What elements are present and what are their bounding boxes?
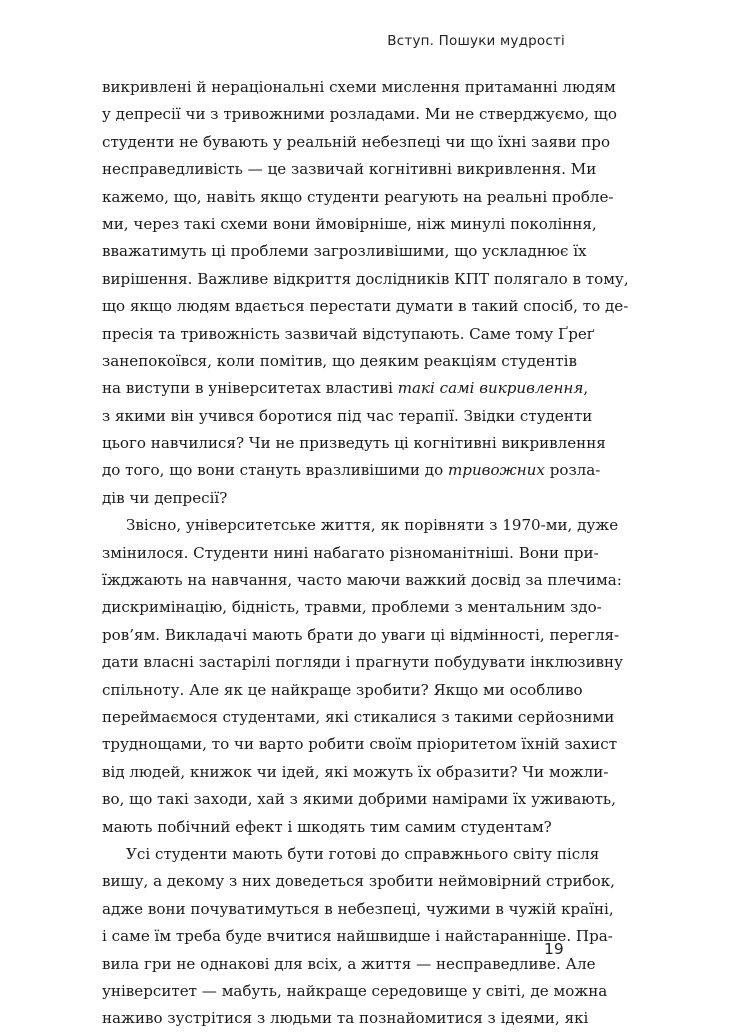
italic-emphasis: такі самі викривлення — [397, 379, 584, 398]
text-line: вважатимуть ці проблеми загрозливішими, що ускладнює їх — [102, 242, 587, 261]
text-line: ров’ям. Викладачі мають брати до уваги ці відмінності, перегля- — [102, 625, 620, 644]
paragraph-1 — [102, 74, 629, 512]
text-line: Усі студенти мають бути готові до справжнього світу після — [126, 844, 600, 863]
text-line: до того, що вони стануть вразливішими до тривожних розла- — [102, 461, 601, 480]
text-line: адже вони почуватимуться в небезпеці, чужими в чужій країні, — [102, 899, 614, 918]
text-line: що якщо людям вдається перестати думати в такий спосіб, то де- — [102, 297, 629, 316]
text-line: дискримінацію, бідність, травми, проблеми з ментальним здо- — [102, 598, 602, 617]
text-line: від людей, книжок чи ідей, які можуть їх образити? Чи можли- — [102, 762, 609, 781]
page-number: 19 — [544, 940, 564, 958]
text-line: з якими він учився боротися під час терапії. Звідки студенти — [102, 406, 593, 425]
text-line: студенти не бувають у реальній небезпеці чи що їхні заяви про — [102, 132, 611, 151]
text-line: цього навчилися? Чи не призведуть ці когнітивні викривлення — [102, 434, 606, 453]
text-line: дати власні застарілі погляди і прагнути побудувати інклюзивну — [102, 653, 623, 672]
text-line: во, що такі заходи, хай з якими добрими намірами їх уживають, — [102, 790, 616, 809]
paragraph-2 — [102, 512, 623, 841]
italic-emphasis: тривожних — [447, 461, 545, 480]
text-line: наживо зустрітися з людьми та познайомитися з ідеями, які — [102, 1009, 589, 1028]
text-line: дів чи депресії? — [102, 488, 228, 507]
text-line: вила гри не однакові для всіх, а життя — несправедливе. Але — [102, 954, 596, 973]
text-line: викривлені й нераціональні схеми мислення притаманні людям — [102, 78, 616, 96]
text-line: занепокоївся, коли помітив, що деяким реакціям студентів — [102, 351, 577, 370]
text-line: мають побічний ефект і шкодять тим самим студентам? — [102, 817, 552, 836]
text-line: і саме їм треба буде вчитися найшвидше і найстаранніше. Пра- — [102, 927, 613, 946]
text-line: змінилося. Студенти нині набагато різноманітніші. Вони при- — [102, 543, 599, 562]
text-line: спільноту. Але як це найкраще зробити? Якщо ми особливо — [102, 680, 583, 699]
text-line: Звісно, університетське життя, як порівняти з 1970-ми, дуже — [126, 516, 619, 535]
running-head: Вступ. Пошуки мудрості — [387, 33, 565, 49]
text-line: пресія та тривожність зазвичай відступають. Саме тому Ґреґ — [102, 324, 595, 343]
text-line: ми, через такі схеми вони ймовірніше, ніж минулі покоління, — [102, 214, 597, 233]
text-line: на виступи в університетах властиві такі самі викривлення, — [102, 379, 589, 398]
paragraph-3 — [102, 841, 615, 1033]
text-line: університет — мабуть, найкраще середовище у світі, де можна — [102, 981, 608, 1000]
body-text — [102, 74, 629, 1033]
text-line: переймаємося студентами, які стикалися з такими серйозними — [102, 707, 615, 726]
text-line: несправедливість — це зазвичай когнітивні викривлення. Ми — [102, 160, 597, 179]
text-line: вирішення. Важливе відкриття дослідників КПТ полягало в тому, — [102, 269, 629, 288]
text-line: їжджають на навчання, часто маючи важкий досвід за плечима: — [102, 571, 622, 590]
text-line: труднощами, то чи варто робити своїм пріоритетом їхній захист — [102, 735, 618, 754]
text-line: у депресії чи з тривожними розладами. Ми не стверджуємо, що — [102, 105, 617, 124]
text-line: вишу, а декому з них доведеться зробити неймовірний стрибок, — [102, 872, 615, 891]
text-line: кажемо, що, навіть якщо студенти реагують на реальні пробле- — [102, 187, 614, 206]
